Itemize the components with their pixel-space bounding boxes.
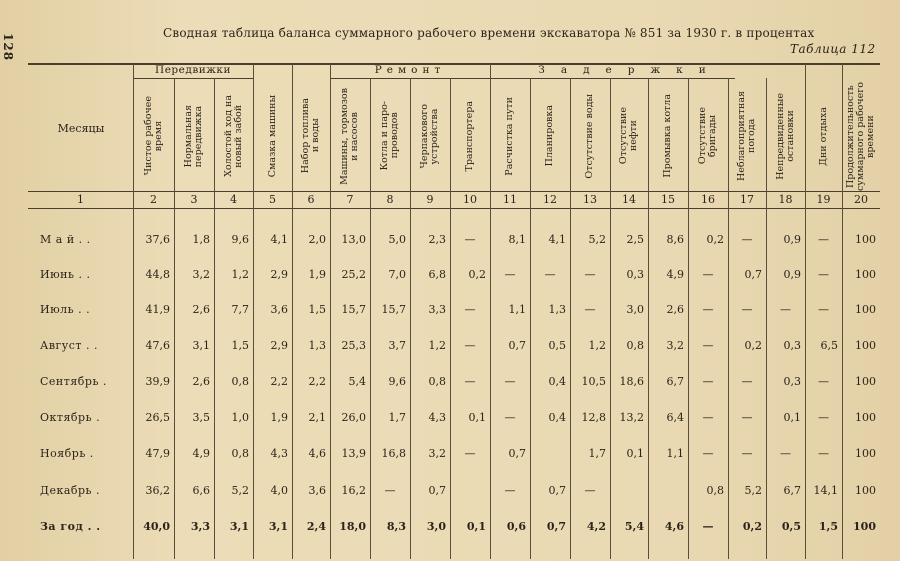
table-cell: 0,1 <box>468 411 486 424</box>
table-cell: 6,8 <box>428 268 446 281</box>
table-label: Таблица 112 <box>790 42 876 56</box>
table-cell: 3,3 <box>428 303 446 316</box>
table-cell: 0,7 <box>744 268 762 281</box>
table-cell: 2,6 <box>666 303 684 316</box>
table-cell: — <box>464 233 476 246</box>
column-header-text: Котла и паро- проводов <box>379 101 400 171</box>
table-cell: 8,3 <box>386 520 406 533</box>
table-cell: 15,7 <box>381 303 406 316</box>
table-cell: 39,9 <box>145 375 170 388</box>
table-cell: 0,2 <box>744 339 762 352</box>
table-cell: 0,9 <box>783 268 801 281</box>
table-cell: 25,2 <box>341 268 366 281</box>
table-cell: 3,0 <box>626 303 644 316</box>
table-cell: 100 <box>855 233 876 246</box>
table-cell: 0,7 <box>508 447 526 460</box>
table-cell: 10,5 <box>581 375 606 388</box>
table-cell: 3,5 <box>192 411 210 424</box>
table-cell: 0,1 <box>626 447 644 460</box>
table-cell: 4,9 <box>666 268 684 281</box>
column-header-text: Отсутствие воды <box>584 93 595 179</box>
table-cell: 0,7 <box>546 520 566 533</box>
column-number: 6 <box>307 193 315 206</box>
group-rule-remont-zaderzhki <box>330 78 735 79</box>
table-cell: 1,8 <box>192 233 210 246</box>
table-cell: 1,7 <box>588 447 606 460</box>
group-header-zaderzhki: Задержки <box>538 64 722 76</box>
table-cell: 3,2 <box>428 447 446 460</box>
column-header-text: Дни отдыха <box>817 106 829 166</box>
column-header <box>842 80 880 192</box>
table-cell: 0,8 <box>706 484 724 497</box>
table-cell: 3,6 <box>270 303 288 316</box>
table-cell: 13,2 <box>619 411 644 424</box>
table-cell: 6,6 <box>192 484 210 497</box>
table-cell: 0,3 <box>783 375 801 388</box>
column-header-text: Отсутствие бригады <box>697 107 718 165</box>
table-cell: — <box>504 375 516 388</box>
column-header-text: Холостой ход на новый забой <box>222 95 244 177</box>
column-header-text: Промывка котла <box>662 94 673 178</box>
table-cell: 16,2 <box>341 484 366 497</box>
table-cell: 4,6 <box>664 520 684 533</box>
column-header <box>688 80 728 192</box>
table-cell: — <box>584 268 596 281</box>
month-label: Октябрь . <box>40 411 101 424</box>
table-cell: 36,2 <box>145 484 170 497</box>
table-cell: 0,1 <box>783 411 801 424</box>
table-cell: 37,6 <box>145 233 170 246</box>
column-header <box>330 80 370 192</box>
table-cell: — <box>702 411 714 424</box>
table-cell: 18,6 <box>619 375 644 388</box>
table-cell: 0,7 <box>508 339 526 352</box>
table-cell: 100 <box>855 303 876 316</box>
table-cell: 2,0 <box>308 233 326 246</box>
table-cell: 2,6 <box>192 375 210 388</box>
table-cell: 100 <box>855 268 876 281</box>
table-cell: 5,4 <box>348 375 366 388</box>
table-cell: — <box>818 268 829 281</box>
table-cell: — <box>384 484 396 497</box>
colnum-bottom-rule <box>28 208 880 209</box>
table-cell: — <box>504 268 516 281</box>
table-cell: 2,9 <box>270 268 288 281</box>
table-cell: 14,1 <box>813 484 838 497</box>
column-header-text: Набор топлива и воды <box>300 98 321 174</box>
group-rule-peredvizhki <box>133 78 253 79</box>
column-header <box>728 80 766 192</box>
table-cell: 0,4 <box>548 375 566 388</box>
month-label: Август . . <box>40 339 98 352</box>
table-cell: 5,2 <box>231 484 249 497</box>
table-cell: — <box>464 339 476 352</box>
table-cell: 0,2 <box>468 268 486 281</box>
table-cell: 0,8 <box>428 375 446 388</box>
column-header-text: Планировка <box>544 105 555 167</box>
table-cell: 3,2 <box>192 268 210 281</box>
column-header-text: Неблагоприятная погода <box>736 90 757 181</box>
table-cell: 13,0 <box>341 233 366 246</box>
column-header-text: Черпакового устройства <box>419 103 440 169</box>
column-header-text: Чистое рабочее время <box>142 96 164 176</box>
column-number: 5 <box>269 193 276 206</box>
table-cell: 100 <box>855 447 876 460</box>
column-number: 8 <box>386 193 394 206</box>
table-cell: — <box>741 375 753 388</box>
table-cell: 1,1 <box>666 447 684 460</box>
column-header <box>253 80 292 192</box>
table-cell: 1,2 <box>231 268 249 281</box>
table-cell: 5,2 <box>744 484 762 497</box>
table-cell: 8,6 <box>666 233 684 246</box>
column-header <box>410 80 450 192</box>
column-number: 16 <box>701 193 715 206</box>
column-number: 7 <box>346 193 354 206</box>
table-cell: — <box>702 520 714 533</box>
table-cell: 40,0 <box>143 520 170 533</box>
table-cell: 2,9 <box>270 339 288 352</box>
table-cell: 3,3 <box>190 520 210 533</box>
table-cell: 1,3 <box>308 339 326 352</box>
table-cell: 1,5 <box>818 520 838 533</box>
table-cell: 1,5 <box>308 303 326 316</box>
table-cell: — <box>741 447 753 460</box>
table-cell: 2,6 <box>192 303 210 316</box>
table-cell: 5,0 <box>388 233 406 246</box>
table-cell: 3,0 <box>426 520 446 533</box>
table-cell: 0,4 <box>548 411 566 424</box>
table-cell: 47,9 <box>145 447 170 460</box>
table-cell: 18,0 <box>339 520 366 533</box>
table-cell: 26,0 <box>341 411 366 424</box>
column-number: 2 <box>150 193 157 206</box>
table-cell: 0,1 <box>466 520 486 533</box>
table-cell: 3,6 <box>308 484 326 497</box>
table-cell: — <box>702 303 714 316</box>
table-cell: — <box>818 233 829 246</box>
table-cell: 7,7 <box>231 303 249 316</box>
table-cell: 0,8 <box>231 447 249 460</box>
table-cell: — <box>702 339 714 352</box>
column-number: 4 <box>230 193 237 206</box>
table-cell: 5,4 <box>624 520 644 533</box>
table-cell: 1,3 <box>548 303 566 316</box>
column-number: 18 <box>778 193 793 206</box>
month-label: Июль . . <box>40 303 91 316</box>
month-label: Декабрь . <box>40 484 101 497</box>
table-cell: 0,3 <box>626 268 644 281</box>
column-header <box>133 80 174 192</box>
table-cell: 9,6 <box>388 375 406 388</box>
table-cell: — <box>702 268 714 281</box>
table-cell: — <box>780 303 791 316</box>
table-cell: 0,5 <box>781 520 801 533</box>
table-cell: 5,2 <box>588 233 606 246</box>
table-cell: — <box>584 303 596 316</box>
table-cell: — <box>544 268 556 281</box>
table-cell: 6,7 <box>666 375 684 388</box>
table-cell: — <box>818 375 829 388</box>
table-cell: 3,1 <box>229 520 249 533</box>
group-header-peredvizhki: Передвижки <box>155 64 231 76</box>
table-cell: 6,5 <box>820 339 838 352</box>
table-cell: 13,9 <box>341 447 366 460</box>
month-label: М а й . . <box>40 233 91 246</box>
column-number: 10 <box>463 193 477 206</box>
column-header-text: Машины, тормозов и насосов <box>339 87 360 185</box>
table-cell: — <box>702 447 714 460</box>
table-cell: 26,5 <box>145 411 170 424</box>
month-label: За год . . <box>40 520 101 533</box>
table-cell: — <box>741 303 753 316</box>
table-cell: 1,9 <box>308 268 326 281</box>
table-cell: 0,7 <box>428 484 446 497</box>
column-number: 19 <box>816 193 831 206</box>
column-number: 15 <box>661 193 675 206</box>
table-cell: — <box>741 411 753 424</box>
table-cell: 44,8 <box>145 268 170 281</box>
column-header-text: Продолжительность суммарного рабочего времени <box>845 81 876 191</box>
table-cell: 1,9 <box>270 411 288 424</box>
table-cell: 4,1 <box>548 233 566 246</box>
table-cell: 0,7 <box>548 484 566 497</box>
table-cell: 1,5 <box>231 339 249 352</box>
table-cell: 2,3 <box>428 233 446 246</box>
table-cell: 2,2 <box>270 375 288 388</box>
month-label: Ноябрь . <box>40 447 94 460</box>
column-header-text: Расчистка пути <box>504 96 515 176</box>
column-header-text: Отсутствие нефти <box>618 107 639 165</box>
column-header <box>450 80 490 192</box>
table-cell: 1,2 <box>428 339 446 352</box>
column-header-text: Нормальная передвижка <box>183 104 204 168</box>
table-cell: 7,0 <box>388 268 406 281</box>
table-cell: 100 <box>853 520 876 533</box>
table-title: Сводная таблица баланса суммарного рабочего времени экскаватора № 851 за 1930 г. в процентах <box>163 26 815 40</box>
column-header-text: Смазка машины <box>266 94 278 178</box>
table-cell: 1,1 <box>508 303 526 316</box>
table-cell: 9,6 <box>231 233 249 246</box>
table-cell: 2,2 <box>308 375 326 388</box>
table-cell: 3,7 <box>388 339 406 352</box>
table-cell: 100 <box>855 484 876 497</box>
table-cell: 25,3 <box>341 339 366 352</box>
table-cell: 0,3 <box>783 339 801 352</box>
table-cell: 4,9 <box>192 447 210 460</box>
column-header-text: Транспортера <box>464 100 475 172</box>
table-cell: 0,8 <box>231 375 249 388</box>
table-cell: — <box>464 375 476 388</box>
column-header <box>610 80 648 192</box>
table-cell: — <box>504 484 516 497</box>
table-cell: — <box>464 447 476 460</box>
table-cell: 2,1 <box>308 411 326 424</box>
table-cell: 1,0 <box>231 411 249 424</box>
column-header <box>766 80 805 192</box>
column-number: 20 <box>854 193 868 206</box>
table-cell: 100 <box>855 339 876 352</box>
column-header <box>214 80 253 192</box>
column-header <box>570 80 610 192</box>
table-cell: 3,1 <box>192 339 210 352</box>
column-number: 12 <box>543 193 557 206</box>
month-label: Сентябрь . <box>40 375 107 388</box>
column-number: 11 <box>503 193 517 206</box>
group-header-remont: Ремонт <box>374 64 446 76</box>
table-cell: 4,2 <box>586 520 606 533</box>
table-cell: 4,3 <box>270 447 288 460</box>
table-cell: — <box>780 447 791 460</box>
table-cell: 0,9 <box>783 233 801 246</box>
table-cell: 100 <box>855 375 876 388</box>
table-cell: 3,2 <box>666 339 684 352</box>
column-header <box>292 80 330 192</box>
table-cell: 4,0 <box>270 484 288 497</box>
column-number: 1 <box>77 193 84 206</box>
column-header <box>648 80 688 192</box>
table-cell: 100 <box>855 411 876 424</box>
column-header <box>370 80 410 192</box>
table-cell: — <box>464 303 476 316</box>
table-cell: — <box>741 233 753 246</box>
table-cell: 16,8 <box>381 447 406 460</box>
column-header-text: Непредвиденные остановки <box>774 92 796 180</box>
table-cell: — <box>818 411 829 424</box>
column-header <box>530 80 570 192</box>
table-cell: 0,5 <box>548 339 566 352</box>
table-cell: 4,1 <box>270 233 288 246</box>
table-cell: 47,6 <box>145 339 170 352</box>
column-number: 14 <box>622 193 636 206</box>
table-cell: 0,8 <box>626 339 644 352</box>
column-header <box>805 80 842 192</box>
table-cell: 15,7 <box>341 303 366 316</box>
month-label: Июнь . . <box>40 268 91 281</box>
table-cell: 3,1 <box>268 520 288 533</box>
table-cell: 8,1 <box>508 233 526 246</box>
table-cell: 0,6 <box>506 520 526 533</box>
table-cell: 1,7 <box>388 411 406 424</box>
table-cell: 2,4 <box>306 520 326 533</box>
table-cell: 0,2 <box>706 233 724 246</box>
column-number: 3 <box>190 193 198 206</box>
table-cell: — <box>818 447 829 460</box>
table-cell: 2,5 <box>626 233 644 246</box>
table-cell: 41,9 <box>145 303 170 316</box>
table-cell: — <box>702 375 714 388</box>
months-column-header: Месяцы <box>57 122 105 135</box>
table-cell: 6,7 <box>783 484 801 497</box>
table-cell: 4,3 <box>428 411 446 424</box>
table-cell: — <box>584 484 596 497</box>
table-cell: 6,4 <box>666 411 684 424</box>
column-number: 9 <box>426 193 434 206</box>
table-cell: 4,6 <box>308 447 326 460</box>
column-header <box>490 80 530 192</box>
page-number: 128 <box>1 33 15 62</box>
column-number: 13 <box>583 193 597 206</box>
table-cell: 0,2 <box>742 520 762 533</box>
column-header <box>174 80 214 192</box>
table-cell: — <box>504 411 516 424</box>
column-number: 17 <box>740 193 754 206</box>
table-cell: 12,8 <box>581 411 606 424</box>
table-cell: — <box>818 303 829 316</box>
table-cell: 1,2 <box>588 339 606 352</box>
